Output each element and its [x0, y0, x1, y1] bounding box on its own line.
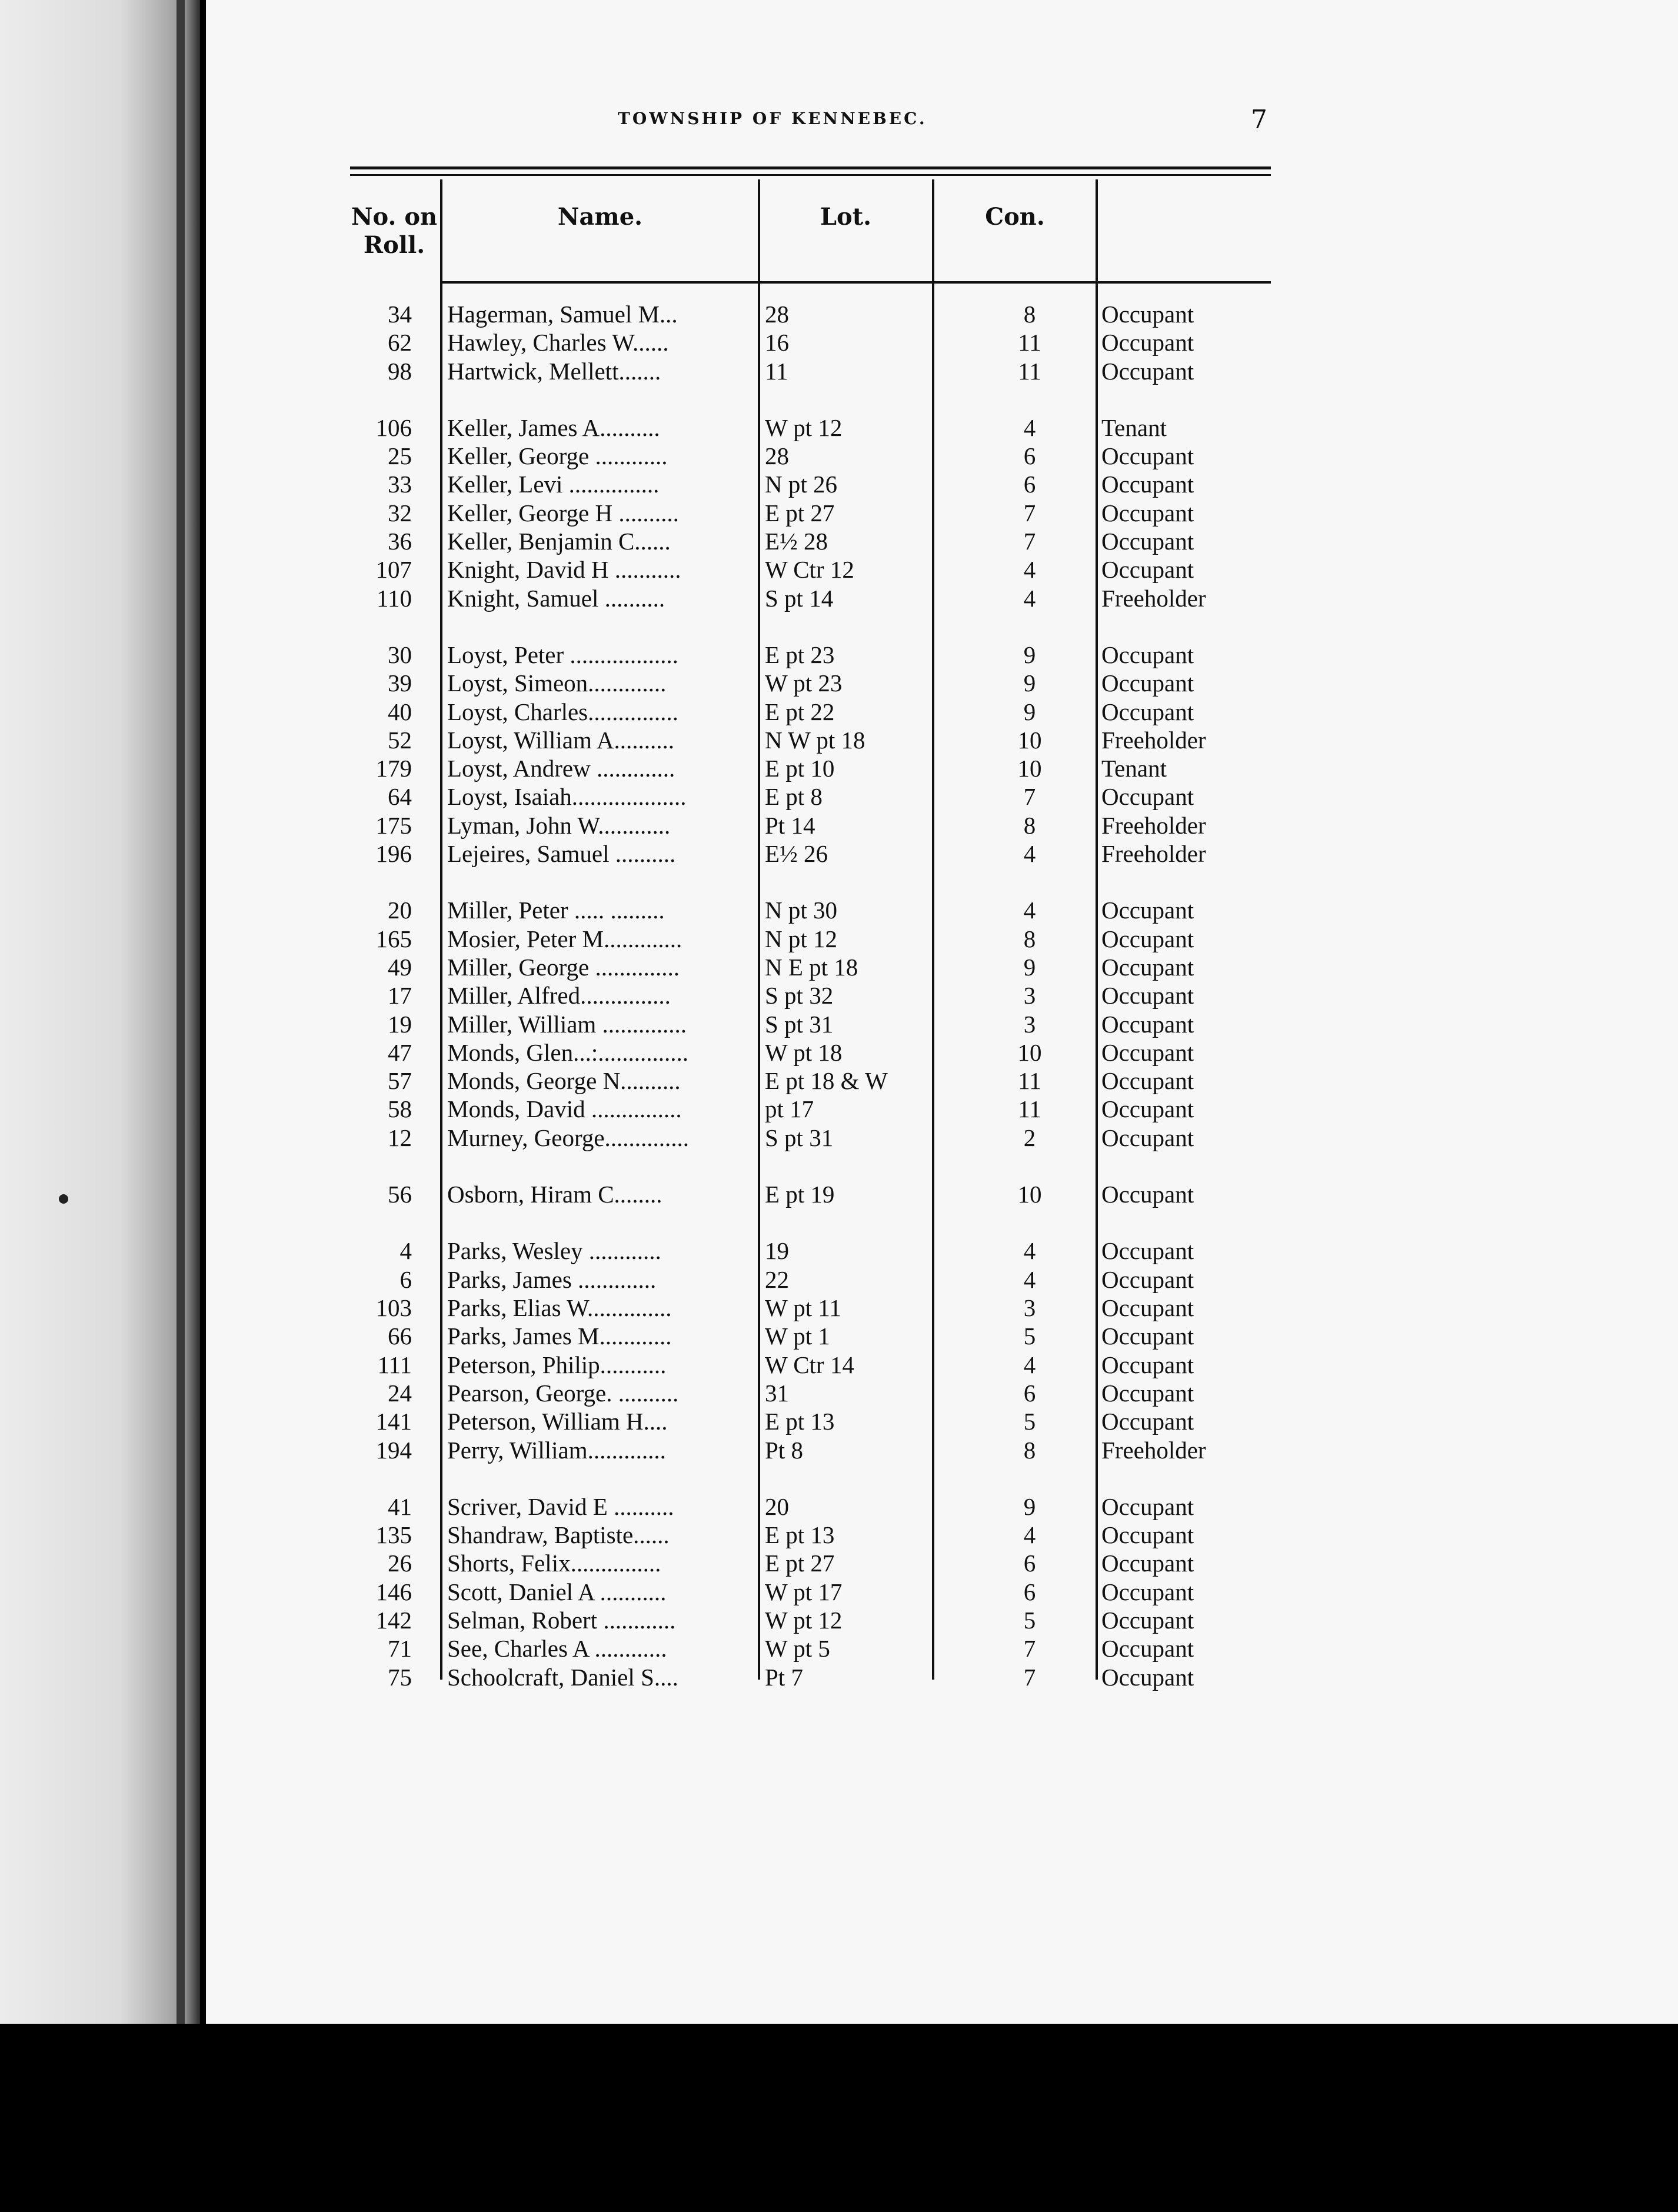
lot-cell: E pt 13: [765, 1521, 835, 1548]
table-row: [0, 811, 1353, 840]
table-row: [0, 470, 1353, 498]
table-row: [0, 1407, 1353, 1435]
lot-cell: Pt 8: [765, 1437, 803, 1464]
page-number: 7: [1251, 105, 1267, 135]
lot-cell: pt 17: [765, 1095, 814, 1122]
con-cell: 10: [1017, 727, 1042, 754]
lot-cell: Pt 14: [765, 812, 815, 839]
table-row: [0, 1351, 1353, 1379]
status-cell: Occupant: [1101, 641, 1194, 668]
lot-cell: E pt 19: [765, 1181, 835, 1208]
con-cell: 3: [1023, 1294, 1036, 1321]
table-row: [0, 953, 1353, 981]
roll-number: 17: [388, 982, 412, 1009]
name-cell: Loyst, William A..........: [447, 727, 674, 754]
name-cell: Peterson, William H....: [447, 1408, 668, 1435]
table-row: [0, 442, 1353, 470]
status-cell: Occupant: [1101, 556, 1194, 583]
roll-number: 57: [388, 1067, 412, 1094]
roll-number: 24: [388, 1380, 412, 1407]
con-cell: 7: [1023, 1664, 1036, 1691]
status-cell: Occupant: [1101, 897, 1194, 924]
lot-cell: E pt 23: [765, 641, 835, 668]
table-row: [0, 584, 1353, 612]
con-cell: 4: [1023, 1266, 1036, 1293]
con-cell: 3: [1023, 982, 1036, 1009]
con-cell: 10: [1017, 1181, 1042, 1208]
table-row: [0, 754, 1353, 782]
status-cell: Occupant: [1101, 442, 1194, 469]
table-row: [0, 1180, 1353, 1208]
con-cell: 6: [1023, 1578, 1036, 1605]
lot-cell: W Ctr 12: [765, 556, 854, 583]
name-cell: Miller, Peter ..... .........: [447, 897, 665, 924]
name-cell: Scriver, David E ..........: [447, 1493, 674, 1520]
con-cell: 8: [1023, 925, 1036, 952]
roll-number: 175: [375, 812, 412, 839]
con-cell: 4: [1023, 414, 1036, 441]
lot-cell: 22: [765, 1266, 789, 1293]
status-cell: Freeholder: [1101, 840, 1206, 867]
status-cell: Occupant: [1101, 1521, 1194, 1548]
status-cell: Occupant: [1101, 1408, 1194, 1435]
status-cell: Occupant: [1101, 1011, 1194, 1038]
status-cell: Tenant: [1101, 755, 1167, 782]
name-cell: Keller, Benjamin C......: [447, 528, 671, 555]
name-cell: Lejeires, Samuel ..........: [447, 840, 676, 867]
status-cell: Occupant: [1101, 1294, 1194, 1321]
name-cell: Shorts, Felix...............: [447, 1550, 661, 1577]
lot-cell: W pt 18: [765, 1039, 843, 1066]
con-cell: 7: [1023, 528, 1036, 555]
table-row: [0, 1379, 1353, 1407]
roll-number: 194: [375, 1437, 412, 1464]
roll-number: 196: [375, 840, 412, 867]
con-cell: 6: [1023, 1380, 1036, 1407]
table-row: [0, 1578, 1353, 1606]
status-cell: Occupant: [1101, 1550, 1194, 1577]
table-row: [0, 1067, 1353, 1095]
table-row: [0, 669, 1353, 697]
con-cell: 5: [1023, 1408, 1036, 1435]
name-cell: Parks, Wesley ............: [447, 1237, 661, 1264]
name-cell: Lyman, John W............: [447, 812, 671, 839]
lot-cell: E pt 10: [765, 755, 835, 782]
table-row: [0, 782, 1353, 811]
name-cell: Loyst, Isaiah...................: [447, 783, 687, 810]
table-row: [0, 1265, 1353, 1294]
lot-cell: W pt 17: [765, 1578, 843, 1605]
scan-bottom-border: [0, 2024, 1678, 2212]
status-cell: Occupant: [1101, 329, 1194, 356]
lot-cell: Pt 7: [765, 1664, 803, 1691]
lot-cell: S pt 31: [765, 1124, 834, 1151]
table-row: [0, 1634, 1353, 1663]
con-cell: 4: [1023, 1521, 1036, 1548]
table-row: [0, 1521, 1353, 1549]
roll-number: 66: [388, 1322, 412, 1350]
lot-cell: 11: [765, 358, 788, 385]
column-header-con: Con.: [985, 203, 1045, 231]
table-row: [0, 555, 1353, 584]
status-cell: Freeholder: [1101, 727, 1206, 754]
con-cell: 8: [1023, 1437, 1036, 1464]
name-cell: Loyst, Charles...............: [447, 698, 678, 725]
status-cell: Occupant: [1101, 1493, 1194, 1520]
table-row: [0, 414, 1353, 442]
table-row: [0, 1124, 1353, 1152]
name-cell: Osborn, Hiram C........: [447, 1181, 662, 1208]
con-cell: 7: [1023, 499, 1036, 527]
lot-cell: E pt 27: [765, 499, 835, 527]
name-cell: Loyst, Simeon.............: [447, 669, 667, 697]
roll-number: 111: [377, 1351, 412, 1378]
name-cell: Hagerman, Samuel M...: [447, 301, 678, 328]
lot-cell: W pt 1: [765, 1322, 830, 1350]
lot-cell: S pt 31: [765, 1011, 834, 1038]
name-cell: Miller, William ..............: [447, 1011, 687, 1038]
lot-cell: 19: [765, 1237, 789, 1264]
lot-cell: 28: [765, 301, 789, 328]
roll-number: 106: [375, 414, 412, 441]
name-cell: Keller, George ............: [447, 442, 668, 469]
table-row: [0, 726, 1353, 754]
status-cell: Occupant: [1101, 1578, 1194, 1605]
name-cell: Keller, Levi ...............: [447, 471, 660, 498]
con-cell: 7: [1023, 783, 1036, 810]
roll-number: 47: [388, 1039, 412, 1066]
lot-cell: E pt 18 & W: [765, 1067, 888, 1094]
roll-number: 41: [388, 1493, 412, 1520]
roll-number: 62: [388, 329, 412, 356]
name-cell: Knight, Samuel ..........: [447, 585, 665, 612]
con-cell: 4: [1023, 556, 1036, 583]
name-cell: Keller, James A..........: [447, 414, 660, 441]
name-cell: Miller, Alfred...............: [447, 982, 671, 1009]
lot-cell: 16: [765, 329, 789, 356]
lot-cell: 28: [765, 442, 789, 469]
roll-number: 141: [375, 1408, 412, 1435]
roll-number: 4: [399, 1237, 412, 1264]
lot-cell: E½ 28: [765, 528, 828, 555]
con-cell: 10: [1017, 1039, 1042, 1066]
roll-number: 179: [375, 755, 412, 782]
name-cell: Hawley, Charles W......: [447, 329, 669, 356]
table-row: [0, 1294, 1353, 1322]
lot-cell: 20: [765, 1493, 789, 1520]
status-cell: Occupant: [1101, 301, 1194, 328]
status-cell: Occupant: [1101, 783, 1194, 810]
lot-cell: S pt 32: [765, 982, 834, 1009]
lot-cell: W pt 23: [765, 669, 843, 697]
status-cell: Occupant: [1101, 499, 1194, 527]
roll-number: 98: [388, 358, 412, 385]
con-cell: 4: [1023, 840, 1036, 867]
status-cell: Freeholder: [1101, 585, 1206, 612]
con-cell: 8: [1023, 812, 1036, 839]
lot-cell: N E pt 18: [765, 954, 858, 981]
roll-number: 146: [375, 1578, 412, 1605]
con-cell: 3: [1023, 1011, 1036, 1038]
name-cell: Pearson, George. ..........: [447, 1380, 679, 1407]
roll-number: 39: [388, 669, 412, 697]
page-header-title: TOWNSHIP OF KENNEBEC.: [618, 109, 927, 128]
table-row: [0, 1549, 1353, 1577]
table-row: [0, 925, 1353, 953]
table-row: [0, 1237, 1353, 1265]
table-row: [0, 981, 1353, 1010]
roll-number: 30: [388, 641, 412, 668]
con-cell: 4: [1023, 1351, 1036, 1378]
table-row: [0, 1095, 1353, 1123]
con-cell: 6: [1023, 442, 1036, 469]
roll-number: 19: [388, 1011, 412, 1038]
con-cell: 4: [1023, 1237, 1036, 1264]
name-cell: Murney, George..............: [447, 1124, 690, 1151]
roll-number: 26: [388, 1550, 412, 1577]
roll-number: 71: [388, 1635, 412, 1662]
lot-cell: N W pt 18: [765, 727, 865, 754]
status-cell: Occupant: [1101, 982, 1194, 1009]
con-cell: 10: [1017, 755, 1042, 782]
status-cell: Occupant: [1101, 669, 1194, 697]
con-cell: 11: [1018, 329, 1041, 356]
table-row: [0, 1436, 1353, 1464]
con-cell: 7: [1023, 1635, 1036, 1662]
table-row: [0, 698, 1353, 726]
lot-cell: 31: [765, 1380, 789, 1407]
table-row: [0, 1606, 1353, 1634]
name-cell: Monds, George N..........: [447, 1067, 681, 1094]
roll-number: 32: [388, 499, 412, 527]
status-cell: Occupant: [1101, 925, 1194, 952]
status-cell: Occupant: [1101, 1266, 1194, 1293]
name-cell: Scott, Daniel A ...........: [447, 1578, 667, 1605]
con-cell: 11: [1018, 1067, 1041, 1094]
roll-number: 34: [388, 301, 412, 328]
table-row: [0, 840, 1353, 868]
header-rule-top: [350, 166, 1271, 169]
name-cell: Shandraw, Baptiste......: [447, 1521, 670, 1548]
table-row: [0, 357, 1353, 385]
roll-number: 12: [388, 1124, 412, 1151]
lot-cell: N pt 30: [765, 897, 837, 924]
roll-number: 107: [375, 556, 412, 583]
con-cell: 5: [1023, 1322, 1036, 1350]
table-row: [0, 1493, 1353, 1521]
con-cell: 4: [1023, 585, 1036, 612]
column-header-lot: Lot.: [820, 203, 872, 231]
lot-cell: W pt 5: [765, 1635, 830, 1662]
name-cell: Selman, Robert ............: [447, 1607, 676, 1634]
status-cell: Occupant: [1101, 1664, 1194, 1691]
roll-number: 49: [388, 954, 412, 981]
roll-number: 20: [388, 897, 412, 924]
table-row: [0, 1322, 1353, 1350]
status-cell: Occupant: [1101, 358, 1194, 385]
status-cell: Occupant: [1101, 954, 1194, 981]
roll-number: 165: [375, 925, 412, 952]
table-row: [0, 1663, 1353, 1691]
lot-cell: E pt 22: [765, 698, 835, 725]
roll-number: 33: [388, 471, 412, 498]
lot-cell: N pt 26: [765, 471, 837, 498]
con-cell: 6: [1023, 471, 1036, 498]
status-cell: Occupant: [1101, 1322, 1194, 1350]
roll-number: 36: [388, 528, 412, 555]
status-cell: Freeholder: [1101, 1437, 1206, 1464]
roll-number: 25: [388, 442, 412, 469]
lot-cell: E pt 13: [765, 1408, 835, 1435]
table-row: [0, 896, 1353, 924]
lot-cell: W pt 11: [765, 1294, 841, 1321]
header-rule-bottom: [350, 174, 1271, 176]
name-cell: Hartwick, Mellett.......: [447, 358, 661, 385]
table-row: [0, 328, 1353, 357]
name-cell: Perry, William.............: [447, 1437, 666, 1464]
roll-number: 40: [388, 698, 412, 725]
table-row: [0, 527, 1353, 555]
status-cell: Occupant: [1101, 1237, 1194, 1264]
status-cell: Occupant: [1101, 1351, 1194, 1378]
status-cell: Occupant: [1101, 1181, 1194, 1208]
roll-number: 64: [388, 783, 412, 810]
name-cell: Loyst, Andrew .............: [447, 755, 675, 782]
name-cell: Mosier, Peter M.............: [447, 925, 682, 952]
status-cell: Occupant: [1101, 698, 1194, 725]
name-cell: Peterson, Philip...........: [447, 1351, 667, 1378]
con-cell: 11: [1018, 1095, 1041, 1122]
table-row: [0, 1038, 1353, 1067]
name-cell: See, Charles A ............: [447, 1635, 667, 1662]
lot-cell: E pt 27: [765, 1550, 835, 1577]
name-cell: Knight, David H ...........: [447, 556, 681, 583]
roll-number: 110: [377, 585, 412, 612]
lot-cell: S pt 14: [765, 585, 834, 612]
roll-number: 6: [399, 1266, 412, 1293]
con-cell: 6: [1023, 1550, 1036, 1577]
lot-cell: N pt 12: [765, 925, 837, 952]
lot-cell: W pt 12: [765, 1607, 843, 1634]
column-header-name: Name.: [557, 203, 643, 231]
con-cell: 9: [1023, 954, 1036, 981]
table-row: [0, 300, 1353, 328]
name-cell: Monds, Glen...:...............: [447, 1039, 688, 1066]
lot-cell: E pt 8: [765, 783, 823, 810]
lot-cell: W pt 12: [765, 414, 843, 441]
name-cell: Keller, George H ..........: [447, 499, 679, 527]
roll-number: 56: [388, 1181, 412, 1208]
con-cell: 2: [1023, 1124, 1036, 1151]
status-cell: Occupant: [1101, 1095, 1194, 1122]
con-cell: 11: [1018, 358, 1041, 385]
name-cell: Monds, David ...............: [447, 1095, 682, 1122]
con-cell: 9: [1023, 669, 1036, 697]
roll-number: 135: [375, 1521, 412, 1548]
name-cell: Parks, James M............: [447, 1322, 672, 1350]
con-cell: 9: [1023, 1493, 1036, 1520]
status-cell: Occupant: [1101, 1124, 1194, 1151]
status-cell: Occupant: [1101, 1635, 1194, 1662]
name-cell: Miller, George ..............: [447, 954, 680, 981]
roll-number: 58: [388, 1095, 412, 1122]
status-cell: Freeholder: [1101, 812, 1206, 839]
con-cell: 4: [1023, 897, 1036, 924]
status-cell: Tenant: [1101, 414, 1167, 441]
con-cell: 5: [1023, 1607, 1036, 1634]
roll-number: 103: [375, 1294, 412, 1321]
lot-cell: E½ 26: [765, 840, 828, 867]
lot-cell: W Ctr 14: [765, 1351, 854, 1378]
status-cell: Occupant: [1101, 1067, 1194, 1094]
table-row: [0, 499, 1353, 527]
con-cell: 9: [1023, 641, 1036, 668]
con-cell: 8: [1023, 301, 1036, 328]
con-cell: 9: [1023, 698, 1036, 725]
column-header-rule: [441, 281, 1271, 284]
table-row: [0, 1010, 1353, 1038]
status-cell: Occupant: [1101, 528, 1194, 555]
status-cell: Occupant: [1101, 1607, 1194, 1634]
status-cell: Occupant: [1101, 471, 1194, 498]
status-cell: Occupant: [1101, 1380, 1194, 1407]
name-cell: Parks, James .............: [447, 1266, 657, 1293]
name-cell: Parks, Elias W..............: [447, 1294, 672, 1321]
column-header-roll: No. on Roll.: [351, 203, 438, 259]
roll-number: 75: [388, 1664, 412, 1691]
status-cell: Occupant: [1101, 1039, 1194, 1066]
roll-number: 52: [388, 727, 412, 754]
table-row: [0, 641, 1353, 669]
roll-number: 142: [375, 1607, 412, 1634]
name-cell: Schoolcraft, Daniel S....: [447, 1664, 678, 1691]
name-cell: Loyst, Peter ..................: [447, 641, 678, 668]
